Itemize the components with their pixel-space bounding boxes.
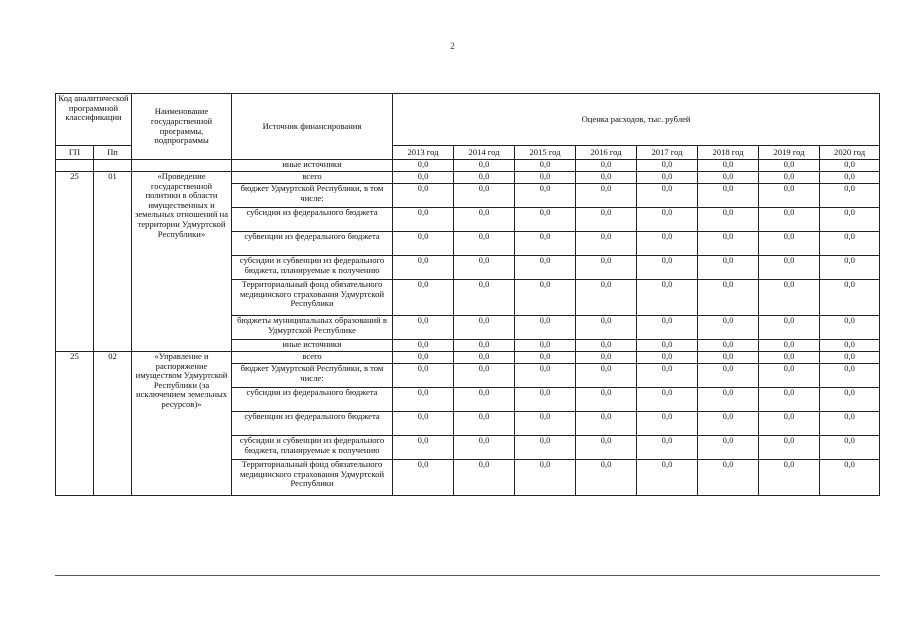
value-cell: 0,0 <box>698 388 759 412</box>
value-cell: 0,0 <box>393 388 454 412</box>
source-cell: субсидии из федерального бюджета <box>232 388 393 412</box>
value-cell: 0,0 <box>454 388 515 412</box>
value-cell: 0,0 <box>393 208 454 232</box>
source-cell: бюджет Удмуртской Республики, в том числе: <box>232 364 393 388</box>
value-cell: 0,0 <box>637 316 698 340</box>
value-cell: 0,0 <box>393 184 454 208</box>
value-cell: 0,0 <box>637 460 698 496</box>
gp-cell <box>56 160 94 172</box>
source-cell: Территориальный фонд обязательного медицинского страхования Удмуртской Республики <box>232 460 393 496</box>
value-cell: 0,0 <box>759 340 820 352</box>
value-cell: 0,0 <box>698 208 759 232</box>
source-cell: всего <box>232 352 393 364</box>
value-cell: 0,0 <box>759 316 820 340</box>
value-cell: 0,0 <box>759 184 820 208</box>
value-cell: 0,0 <box>576 184 637 208</box>
value-cell: 0,0 <box>393 340 454 352</box>
source-cell: субсидии из федерального бюджета <box>232 208 393 232</box>
value-cell: 0,0 <box>454 256 515 280</box>
value-cell: 0,0 <box>698 232 759 256</box>
value-cell: 0,0 <box>454 316 515 340</box>
value-cell: 0,0 <box>576 316 637 340</box>
value-cell: 0,0 <box>637 364 698 388</box>
header-year: 2013 год <box>393 146 454 160</box>
value-cell: 0,0 <box>576 340 637 352</box>
page-number: 2 <box>450 41 455 51</box>
value-cell: 0,0 <box>515 280 576 316</box>
header-year: 2018 год <box>698 146 759 160</box>
value-cell: 0,0 <box>454 340 515 352</box>
header-name: Наименование государственной программы, подпрограммы <box>132 94 232 160</box>
value-cell: 0,0 <box>820 160 880 172</box>
value-cell: 0,0 <box>698 460 759 496</box>
header-year: 2017 год <box>637 146 698 160</box>
value-cell: 0,0 <box>515 388 576 412</box>
value-cell: 0,0 <box>820 184 880 208</box>
value-cell: 0,0 <box>454 280 515 316</box>
source-cell: бюджет Удмуртской Республики, в том числе: <box>232 184 393 208</box>
header-year: 2014 год <box>454 146 515 160</box>
header-year: 2020 год <box>820 146 880 160</box>
value-cell: 0,0 <box>515 160 576 172</box>
value-cell: 0,0 <box>698 172 759 184</box>
value-cell: 0,0 <box>637 208 698 232</box>
value-cell: 0,0 <box>698 412 759 436</box>
value-cell: 0,0 <box>759 460 820 496</box>
value-cell: 0,0 <box>637 256 698 280</box>
value-cell: 0,0 <box>820 280 880 316</box>
value-cell: 0,0 <box>393 316 454 340</box>
value-cell: 0,0 <box>820 352 880 364</box>
value-cell: 0,0 <box>820 172 880 184</box>
value-cell: 0,0 <box>759 172 820 184</box>
value-cell: 0,0 <box>454 184 515 208</box>
source-cell: иные источники <box>232 160 393 172</box>
value-cell: 0,0 <box>454 352 515 364</box>
value-cell: 0,0 <box>576 436 637 460</box>
value-cell: 0,0 <box>515 460 576 496</box>
value-cell: 0,0 <box>576 364 637 388</box>
value-cell: 0,0 <box>637 232 698 256</box>
value-cell: 0,0 <box>515 256 576 280</box>
value-cell: 0,0 <box>759 208 820 232</box>
value-cell: 0,0 <box>393 352 454 364</box>
header-estimate: Оценка расходов, тыс. рублей <box>393 94 880 146</box>
value-cell: 0,0 <box>393 256 454 280</box>
value-cell: 0,0 <box>820 436 880 460</box>
value-cell: 0,0 <box>637 172 698 184</box>
value-cell: 0,0 <box>759 388 820 412</box>
value-cell: 0,0 <box>576 232 637 256</box>
source-cell: всего <box>232 172 393 184</box>
table-row <box>56 352 880 364</box>
value-cell: 0,0 <box>515 172 576 184</box>
value-cell: 0,0 <box>576 280 637 316</box>
value-cell: 0,0 <box>698 352 759 364</box>
value-cell: 0,0 <box>393 460 454 496</box>
value-cell: 0,0 <box>698 316 759 340</box>
value-cell: 0,0 <box>576 412 637 436</box>
gp-code-cell: 25 <box>56 352 94 496</box>
value-cell: 0,0 <box>515 232 576 256</box>
value-cell: 0,0 <box>393 172 454 184</box>
value-cell: 0,0 <box>820 316 880 340</box>
value-cell: 0,0 <box>515 364 576 388</box>
value-cell: 0,0 <box>820 340 880 352</box>
header-pp: Пп <box>94 146 132 160</box>
value-cell: 0,0 <box>637 184 698 208</box>
value-cell: 0,0 <box>759 280 820 316</box>
value-cell: 0,0 <box>759 352 820 364</box>
value-cell: 0,0 <box>393 160 454 172</box>
value-cell: 0,0 <box>515 208 576 232</box>
value-cell: 0,0 <box>393 280 454 316</box>
source-cell: бюджеты муниципальных образований в Удмуртской Республике <box>232 316 393 340</box>
value-cell: 0,0 <box>698 256 759 280</box>
header-code: Код аналитической программной классификации <box>56 94 132 146</box>
program-name-cell: «Проведение государственной политики в области имущественных и земельных отношений на территории Удмуртской Республики» <box>132 172 232 352</box>
source-cell: иные источники <box>232 340 393 352</box>
value-cell: 0,0 <box>454 460 515 496</box>
value-cell: 0,0 <box>454 364 515 388</box>
header-year: 2019 год <box>759 146 820 160</box>
source-cell: субсидии и субвенции из федерального бюджета, планируемые к получению <box>232 256 393 280</box>
header-gp: ГП <box>56 146 94 160</box>
value-cell: 0,0 <box>698 364 759 388</box>
expenditure-table <box>55 93 880 496</box>
pp-code-cell: 01 <box>94 172 132 352</box>
name-cell <box>132 160 232 172</box>
value-cell: 0,0 <box>637 280 698 316</box>
value-cell: 0,0 <box>759 256 820 280</box>
program-name-cell: «Управление и распоряжение имуществом Удмуртской Республики (за исключением земельных ресурсов)» <box>132 352 232 496</box>
value-cell: 0,0 <box>576 388 637 412</box>
table-row <box>56 160 880 172</box>
value-cell: 0,0 <box>576 460 637 496</box>
value-cell: 0,0 <box>637 388 698 412</box>
value-cell: 0,0 <box>820 232 880 256</box>
table-row <box>56 172 880 184</box>
value-cell: 0,0 <box>820 208 880 232</box>
pp-cell <box>94 160 132 172</box>
pp-code-cell: 02 <box>94 352 132 496</box>
header-source: Источник финансирования <box>232 94 393 160</box>
source-cell: Территориальный фонд обязательного медицинского страхования Удмуртской Республики <box>232 280 393 316</box>
gp-code-cell: 25 <box>56 172 94 352</box>
value-cell: 0,0 <box>637 160 698 172</box>
value-cell: 0,0 <box>576 160 637 172</box>
source-cell: субвенции из федерального бюджета <box>232 232 393 256</box>
value-cell: 0,0 <box>576 352 637 364</box>
value-cell: 0,0 <box>698 340 759 352</box>
value-cell: 0,0 <box>454 172 515 184</box>
value-cell: 0,0 <box>759 364 820 388</box>
value-cell: 0,0 <box>637 412 698 436</box>
header-year: 2015 год <box>515 146 576 160</box>
value-cell: 0,0 <box>820 412 880 436</box>
value-cell: 0,0 <box>454 160 515 172</box>
value-cell: 0,0 <box>820 256 880 280</box>
source-cell: субвенции из федерального бюджета <box>232 412 393 436</box>
value-cell: 0,0 <box>454 412 515 436</box>
value-cell: 0,0 <box>637 352 698 364</box>
value-cell: 0,0 <box>393 436 454 460</box>
table-container <box>55 93 880 576</box>
value-cell: 0,0 <box>759 412 820 436</box>
value-cell: 0,0 <box>454 232 515 256</box>
value-cell: 0,0 <box>393 232 454 256</box>
value-cell: 0,0 <box>637 340 698 352</box>
value-cell: 0,0 <box>515 352 576 364</box>
value-cell: 0,0 <box>576 208 637 232</box>
value-cell: 0,0 <box>759 232 820 256</box>
value-cell: 0,0 <box>576 256 637 280</box>
value-cell: 0,0 <box>759 436 820 460</box>
value-cell: 0,0 <box>698 436 759 460</box>
value-cell: 0,0 <box>515 436 576 460</box>
value-cell: 0,0 <box>698 184 759 208</box>
value-cell: 0,0 <box>820 364 880 388</box>
value-cell: 0,0 <box>393 364 454 388</box>
value-cell: 0,0 <box>454 436 515 460</box>
value-cell: 0,0 <box>698 280 759 316</box>
value-cell: 0,0 <box>759 160 820 172</box>
value-cell: 0,0 <box>393 412 454 436</box>
value-cell: 0,0 <box>515 184 576 208</box>
value-cell: 0,0 <box>515 412 576 436</box>
value-cell: 0,0 <box>698 160 759 172</box>
header-year: 2016 год <box>576 146 637 160</box>
value-cell: 0,0 <box>454 208 515 232</box>
value-cell: 0,0 <box>515 340 576 352</box>
value-cell: 0,0 <box>637 436 698 460</box>
source-cell: субсидии и субвенции из федерального бюджета, планируемые к получению <box>232 436 393 460</box>
value-cell: 0,0 <box>820 388 880 412</box>
value-cell: 0,0 <box>820 460 880 496</box>
value-cell: 0,0 <box>515 316 576 340</box>
value-cell: 0,0 <box>576 172 637 184</box>
